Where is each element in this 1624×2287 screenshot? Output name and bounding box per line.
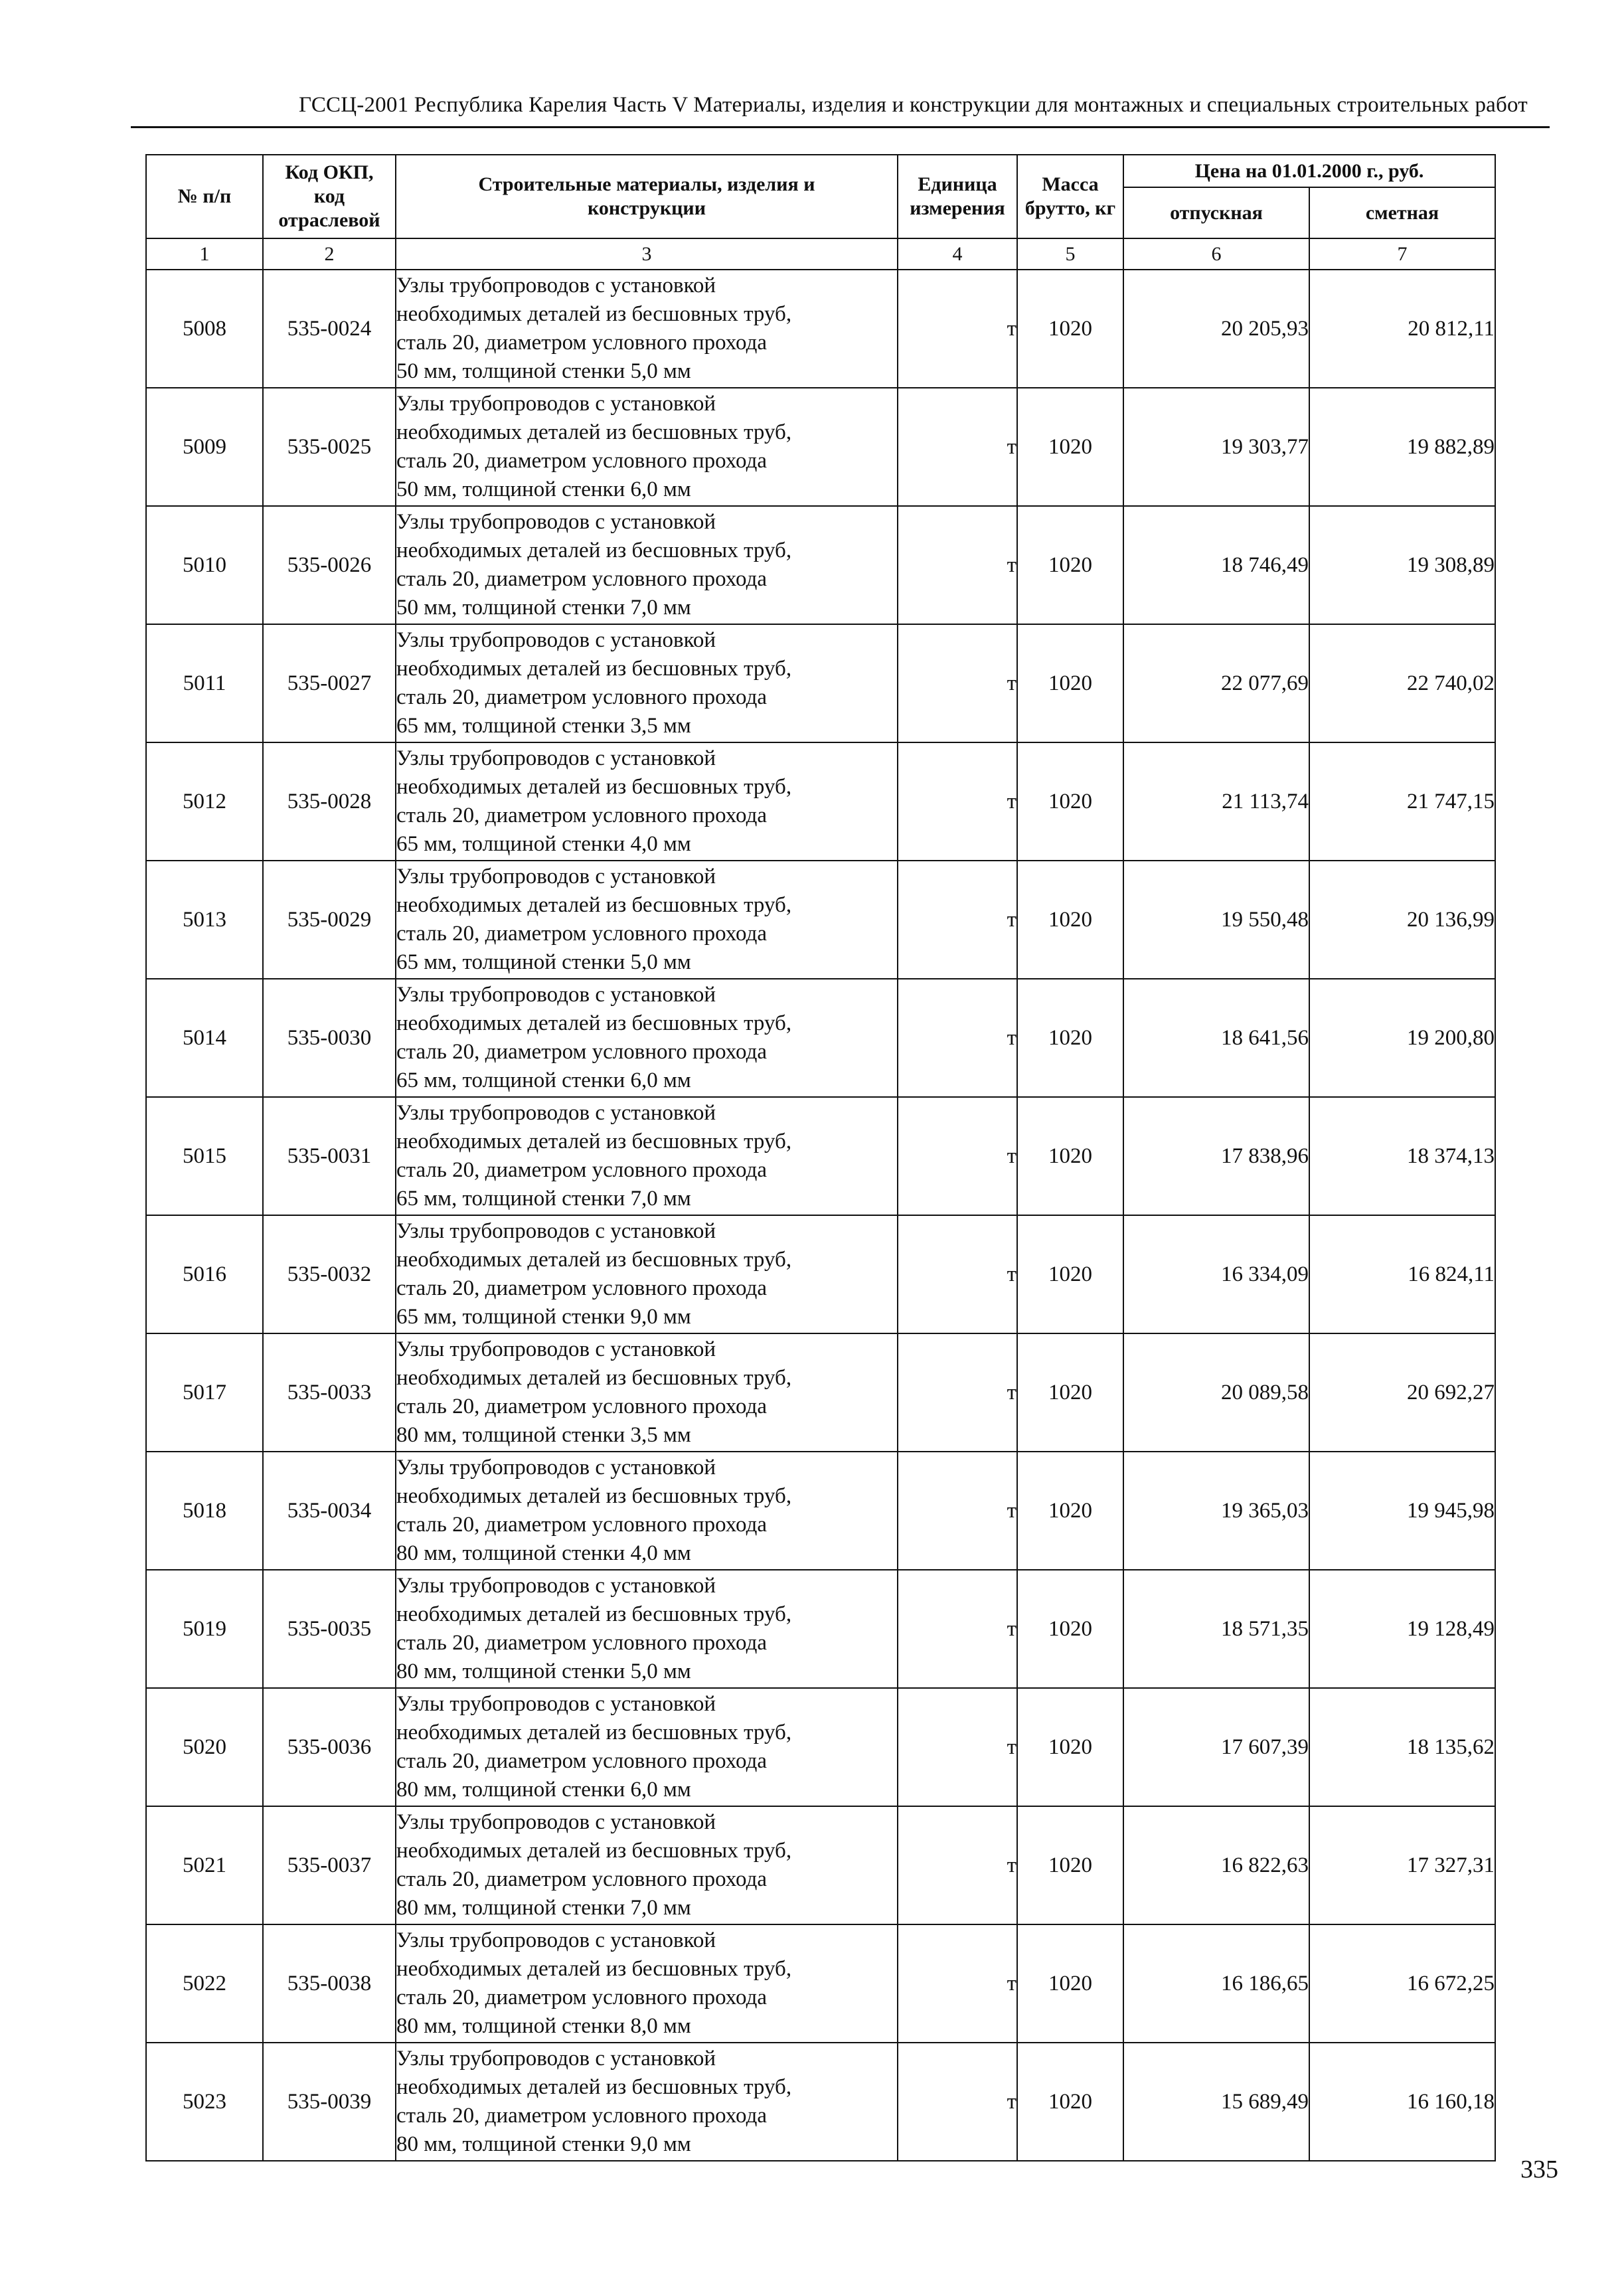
material-description — [396, 1215, 898, 1333]
price-estimate: 20 692,27 — [1309, 1333, 1495, 1452]
unit-of-measure: т — [898, 1688, 1017, 1806]
description-line: 50 мм, толщиной стенки 5,0 мм — [396, 359, 691, 383]
col-header-price-release: отпускная — [1123, 187, 1309, 238]
table-row — [146, 1333, 1495, 1452]
column-number: 5 — [1017, 238, 1123, 270]
description-line: сталь 20, диаметром условного прохода — [396, 1276, 768, 1300]
description-line: 80 мм, толщиной стенки 3,5 мм — [396, 1423, 691, 1447]
okp-code: 535-0036 — [263, 1688, 396, 1806]
row-number: 5013 — [146, 861, 263, 979]
table-row — [146, 2043, 1495, 2161]
row-number: 5018 — [146, 1452, 263, 1570]
description-line: сталь 20, диаметром условного прохода — [396, 2104, 768, 2128]
row-number: 5011 — [146, 624, 263, 742]
material-description — [396, 506, 898, 624]
material-description — [396, 742, 898, 861]
description-line: необходимых деталей из бесшовных труб, — [396, 893, 792, 917]
material-description — [396, 624, 898, 742]
description-line: необходимых деталей из бесшовных труб, — [396, 1721, 792, 1744]
col-header-mass-line: брутто, кг — [1024, 197, 1116, 219]
material-description — [396, 270, 898, 388]
gross-mass: 1020 — [1017, 1097, 1123, 1215]
description-line: Узлы трубопроводов с установкой — [396, 1574, 716, 1598]
unit-of-measure: т — [898, 624, 1017, 742]
description-line: Узлы трубопроводов с установкой — [396, 510, 716, 534]
price-release: 19 550,48 — [1123, 861, 1309, 979]
unit-of-measure: т — [898, 270, 1017, 388]
description-line: Узлы трубопроводов с установкой — [396, 746, 716, 770]
unit-of-measure: т — [898, 1452, 1017, 1570]
price-estimate: 17 327,31 — [1309, 1806, 1495, 1924]
description-line: необходимых деталей из бесшовных труб, — [396, 1130, 792, 1153]
description-line: Узлы трубопроводов с установкой — [396, 1928, 716, 1952]
okp-code: 535-0039 — [263, 2043, 396, 2161]
row-number: 5019 — [146, 1570, 263, 1688]
unit-of-measure: т — [898, 2043, 1017, 2161]
price-estimate: 18 135,62 — [1309, 1688, 1495, 1806]
okp-code: 535-0032 — [263, 1215, 396, 1333]
col-header-price-estimate: сметная — [1309, 187, 1495, 238]
description-line: 65 мм, толщиной стенки 6,0 мм — [396, 1068, 691, 1092]
description-line: сталь 20, диаметром условного прохода — [396, 1395, 768, 1418]
description-line: сталь 20, диаметром условного прохода — [396, 567, 768, 591]
unit-of-measure: т — [898, 742, 1017, 861]
description-line: сталь 20, диаметром условного прохода — [396, 1631, 768, 1655]
price-estimate: 22 740,02 — [1309, 624, 1495, 742]
column-number: 4 — [898, 238, 1017, 270]
unit-of-measure: т — [898, 1924, 1017, 2043]
col-header-mass — [1017, 155, 1123, 238]
description-line: Узлы трубопроводов с установкой — [396, 1456, 716, 1480]
column-number-row — [146, 238, 1495, 270]
description-line: Узлы трубопроводов с установкой — [396, 983, 716, 1007]
description-line: сталь 20, диаметром условного прохода — [396, 804, 768, 827]
col-header-code-line: код — [313, 185, 345, 207]
table-row — [146, 861, 1495, 979]
row-number: 5015 — [146, 1097, 263, 1215]
gross-mass: 1020 — [1017, 742, 1123, 861]
description-line: Узлы трубопроводов с установкой — [396, 1337, 716, 1361]
price-release: 21 113,74 — [1123, 742, 1309, 861]
description-line: 65 мм, толщиной стенки 7,0 мм — [396, 1187, 691, 1211]
price-estimate: 20 136,99 — [1309, 861, 1495, 979]
unit-of-measure: т — [898, 979, 1017, 1097]
price-release: 15 689,49 — [1123, 2043, 1309, 2161]
unit-of-measure: т — [898, 1215, 1017, 1333]
okp-code: 535-0027 — [263, 624, 396, 742]
price-estimate: 19 200,80 — [1309, 979, 1495, 1097]
column-number: 3 — [396, 238, 898, 270]
material-description — [396, 1688, 898, 1806]
description-line: необходимых деталей из бесшовных труб, — [396, 1839, 792, 1863]
description-line: Узлы трубопроводов с установкой — [396, 392, 716, 416]
gross-mass: 1020 — [1017, 506, 1123, 624]
price-release: 20 205,93 — [1123, 270, 1309, 388]
okp-code: 535-0028 — [263, 742, 396, 861]
gross-mass: 1020 — [1017, 1924, 1123, 2043]
table-row — [146, 979, 1495, 1097]
table-row — [146, 270, 1495, 388]
table-row — [146, 388, 1495, 506]
price-release: 17 607,39 — [1123, 1688, 1309, 1806]
description-line: Узлы трубопроводов с установкой — [396, 274, 716, 297]
material-description — [396, 2043, 898, 2161]
description-line: сталь 20, диаметром условного прохода — [396, 1513, 768, 1537]
gross-mass: 1020 — [1017, 1570, 1123, 1688]
description-line: 80 мм, толщиной стенки 9,0 мм — [396, 2132, 691, 2156]
table-row — [146, 624, 1495, 742]
row-number: 5009 — [146, 388, 263, 506]
okp-code: 535-0029 — [263, 861, 396, 979]
gross-mass: 1020 — [1017, 979, 1123, 1097]
row-number: 5021 — [146, 1806, 263, 1924]
table-row — [146, 1097, 1495, 1215]
unit-of-measure: т — [898, 506, 1017, 624]
page-number: 335 — [1520, 2156, 1558, 2183]
description-line: необходимых деталей из бесшовных труб, — [396, 657, 792, 681]
description-line: сталь 20, диаметром условного прохода — [396, 449, 768, 473]
description-line: сталь 20, диаметром условного прохода — [396, 1749, 768, 1773]
row-number: 5017 — [146, 1333, 263, 1452]
description-line: сталь 20, диаметром условного прохода — [396, 331, 768, 355]
description-line: Узлы трубопроводов с установкой — [396, 1101, 716, 1125]
price-release: 16 186,65 — [1123, 1924, 1309, 2043]
col-header-code-line: отраслевой — [278, 209, 380, 231]
gross-mass: 1020 — [1017, 1215, 1123, 1333]
column-number: 1 — [146, 238, 263, 270]
unit-of-measure: т — [898, 1806, 1017, 1924]
table-row — [146, 1688, 1495, 1806]
description-line: 65 мм, толщиной стенки 5,0 мм — [396, 950, 691, 974]
price-estimate: 19 945,98 — [1309, 1452, 1495, 1570]
description-line: 65 мм, толщиной стенки 4,0 мм — [396, 832, 691, 856]
description-line: необходимых деталей из бесшовных труб, — [396, 420, 792, 444]
okp-code: 535-0038 — [263, 1924, 396, 2043]
description-line: сталь 20, диаметром условного прохода — [396, 1986, 768, 2009]
price-release: 17 838,96 — [1123, 1097, 1309, 1215]
table-row — [146, 506, 1495, 624]
price-estimate: 19 308,89 — [1309, 506, 1495, 624]
okp-code: 535-0035 — [263, 1570, 396, 1688]
col-header-mass-line: Масса — [1042, 173, 1099, 195]
col-header-unit — [898, 155, 1017, 238]
row-number: 5014 — [146, 979, 263, 1097]
unit-of-measure: т — [898, 388, 1017, 506]
description-line: Узлы трубопроводов с установкой — [396, 1692, 716, 1716]
column-number: 6 — [1123, 238, 1309, 270]
price-release: 18 641,56 — [1123, 979, 1309, 1097]
material-description — [396, 979, 898, 1097]
okp-code: 535-0030 — [263, 979, 396, 1097]
price-release: 19 303,77 — [1123, 388, 1309, 506]
column-number: 2 — [263, 238, 396, 270]
unit-of-measure: т — [898, 861, 1017, 979]
row-number: 5022 — [146, 1924, 263, 2043]
price-estimate: 16 160,18 — [1309, 2043, 1495, 2161]
description-line: необходимых деталей из бесшовных труб, — [396, 1248, 792, 1272]
table-row — [146, 1924, 1495, 2043]
material-description — [396, 1806, 898, 1924]
column-number: 7 — [1309, 238, 1495, 270]
material-description — [396, 1452, 898, 1570]
table-row — [146, 1215, 1495, 1333]
description-line: необходимых деталей из бесшовных труб, — [396, 1484, 792, 1508]
price-table — [145, 154, 1496, 2161]
price-estimate: 19 882,89 — [1309, 388, 1495, 506]
col-header-num: № п/п — [146, 155, 263, 238]
col-header-code — [263, 155, 396, 238]
okp-code: 535-0026 — [263, 506, 396, 624]
description-line: 80 мм, толщиной стенки 7,0 мм — [396, 1896, 691, 1920]
description-line: необходимых деталей из бесшовных труб, — [396, 539, 792, 562]
description-line: 50 мм, толщиной стенки 6,0 мм — [396, 477, 691, 501]
table-row — [146, 1570, 1495, 1688]
description-line: сталь 20, диаметром условного прохода — [396, 685, 768, 709]
header-row — [146, 155, 1495, 187]
col-header-desc-line: конструкции — [587, 197, 706, 219]
description-line: Узлы трубопроводов с установкой — [396, 865, 716, 889]
material-description — [396, 1570, 898, 1688]
col-header-unit-line: Единица — [918, 173, 997, 195]
description-line: 65 мм, толщиной стенки 3,5 мм — [396, 714, 691, 738]
table-body — [146, 270, 1495, 2161]
okp-code: 535-0031 — [263, 1097, 396, 1215]
price-estimate: 16 824,11 — [1309, 1215, 1495, 1333]
unit-of-measure: т — [898, 1570, 1017, 1688]
col-header-price-group: Цена на 01.01.2000 г., руб. — [1123, 155, 1495, 187]
table-row — [146, 1806, 1495, 1924]
col-header-code-line: Код ОКП, — [285, 161, 374, 183]
col-header-desc-line: Строительные материалы, изделия и — [478, 173, 815, 195]
gross-mass: 1020 — [1017, 1688, 1123, 1806]
material-description — [396, 388, 898, 506]
price-estimate: 19 128,49 — [1309, 1570, 1495, 1688]
col-header-unit-line: измерения — [910, 197, 1005, 219]
description-line: Узлы трубопроводов с установкой — [396, 628, 716, 652]
running-header: ГССЦ-2001 Республика Карелия Часть V Материалы, изделия и конструкции для монтажных и специальных строительных работ — [299, 93, 1528, 117]
gross-mass: 1020 — [1017, 1452, 1123, 1570]
material-description — [396, 1333, 898, 1452]
okp-code: 535-0024 — [263, 270, 396, 388]
price-release: 16 334,09 — [1123, 1215, 1309, 1333]
description-line: сталь 20, диаметром условного прохода — [396, 922, 768, 946]
description-line: сталь 20, диаметром условного прохода — [396, 1867, 768, 1891]
table-row — [146, 1452, 1495, 1570]
unit-of-measure: т — [898, 1333, 1017, 1452]
description-line: сталь 20, диаметром условного прохода — [396, 1040, 768, 1064]
gross-mass: 1020 — [1017, 1333, 1123, 1452]
description-line: 65 мм, толщиной стенки 9,0 мм — [396, 1305, 691, 1329]
price-estimate: 20 812,11 — [1309, 270, 1495, 388]
price-release: 18 571,35 — [1123, 1570, 1309, 1688]
material-description — [396, 1097, 898, 1215]
description-line: сталь 20, диаметром условного прохода — [396, 1158, 768, 1182]
price-release: 19 365,03 — [1123, 1452, 1309, 1570]
col-header-desc — [396, 155, 898, 238]
unit-of-measure: т — [898, 1097, 1017, 1215]
material-description — [396, 861, 898, 979]
price-release: 18 746,49 — [1123, 506, 1309, 624]
description-line: 80 мм, толщиной стенки 5,0 мм — [396, 1659, 691, 1683]
row-number: 5008 — [146, 270, 263, 388]
table-row — [146, 742, 1495, 861]
description-line: Узлы трубопроводов с установкой — [396, 1810, 716, 1834]
description-line: 80 мм, толщиной стенки 4,0 мм — [396, 1541, 691, 1565]
row-number: 5023 — [146, 2043, 263, 2161]
price-release: 22 077,69 — [1123, 624, 1309, 742]
description-line: Узлы трубопроводов с установкой — [396, 2047, 716, 2071]
price-estimate: 16 672,25 — [1309, 1924, 1495, 2043]
row-number: 5020 — [146, 1688, 263, 1806]
material-description — [396, 1924, 898, 2043]
row-number: 5016 — [146, 1215, 263, 1333]
description-line: необходимых деталей из бесшовных труб, — [396, 1957, 792, 1981]
gross-mass: 1020 — [1017, 861, 1123, 979]
description-line: необходимых деталей из бесшовных труб, — [396, 1011, 792, 1035]
gross-mass: 1020 — [1017, 624, 1123, 742]
description-line: необходимых деталей из бесшовных труб, — [396, 1602, 792, 1626]
price-release: 16 822,63 — [1123, 1806, 1309, 1924]
header-rule — [131, 126, 1550, 128]
description-line: необходимых деталей из бесшовных труб, — [396, 2075, 792, 2099]
okp-code: 535-0025 — [263, 388, 396, 506]
gross-mass: 1020 — [1017, 1806, 1123, 1924]
price-estimate: 18 374,13 — [1309, 1097, 1495, 1215]
okp-code: 535-0034 — [263, 1452, 396, 1570]
description-line: 80 мм, толщиной стенки 8,0 мм — [396, 2014, 691, 2038]
okp-code: 535-0033 — [263, 1333, 396, 1452]
row-number: 5012 — [146, 742, 263, 861]
description-line: необходимых деталей из бесшовных труб, — [396, 775, 792, 799]
gross-mass: 1020 — [1017, 388, 1123, 506]
okp-code: 535-0037 — [263, 1806, 396, 1924]
gross-mass: 1020 — [1017, 270, 1123, 388]
price-release: 20 089,58 — [1123, 1333, 1309, 1452]
description-line: 50 мм, толщиной стенки 7,0 мм — [396, 596, 691, 620]
description-line: Узлы трубопроводов с установкой — [396, 1219, 716, 1243]
description-line: 80 мм, толщиной стенки 6,0 мм — [396, 1778, 691, 1802]
price-estimate: 21 747,15 — [1309, 742, 1495, 861]
gross-mass: 1020 — [1017, 2043, 1123, 2161]
row-number: 5010 — [146, 506, 263, 624]
description-line: необходимых деталей из бесшовных труб, — [396, 302, 792, 326]
description-line: необходимых деталей из бесшовных труб, — [396, 1366, 792, 1390]
